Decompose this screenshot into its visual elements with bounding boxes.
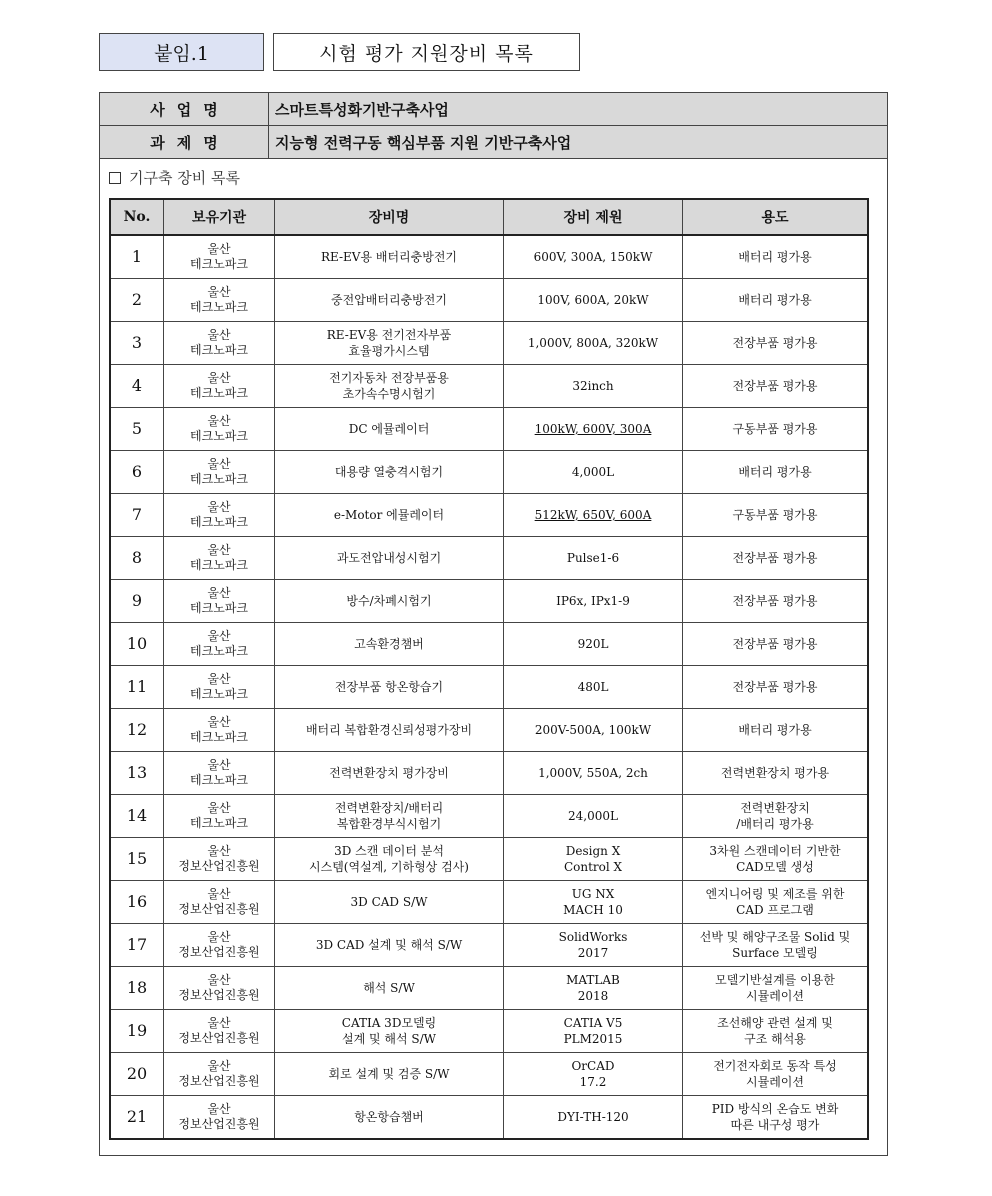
cell-name xyxy=(275,623,504,666)
cell-use xyxy=(683,967,868,1010)
cell-org-line2: 테크노파크 xyxy=(190,687,248,701)
cell-use-line1: 구동부품 평가용 xyxy=(732,508,818,522)
cell-spec-line1: DYI-TH-120 xyxy=(557,1110,629,1124)
cell-use-line1: PID 방식의 온습도 변화 xyxy=(711,1102,839,1116)
table-row xyxy=(111,279,868,322)
cell-org xyxy=(164,666,275,709)
cell-spec-line2: 2017 xyxy=(577,946,609,960)
cell-spec xyxy=(504,881,683,924)
cell-no xyxy=(111,795,164,838)
cell-use xyxy=(683,322,868,365)
cell-use-line1: 배터리 평가용 xyxy=(738,250,812,264)
cell-no-line1: 21 xyxy=(126,1107,148,1126)
cell-org xyxy=(164,580,275,623)
cell-no xyxy=(111,365,164,408)
cell-name xyxy=(275,795,504,838)
cell-name xyxy=(275,1010,504,1053)
cell-spec-line1: IP6x, IPx1-9 xyxy=(556,594,630,608)
cell-use-line2: 시뮬레이션 xyxy=(746,989,804,1003)
cell-use-line2: Surface 모델링 xyxy=(732,946,818,960)
header-spec: 장비 제원 xyxy=(504,200,683,236)
cell-use xyxy=(683,838,868,881)
cell-org xyxy=(164,924,275,967)
cell-spec xyxy=(504,709,683,752)
cell-org-line2: 정보산업진흥원 xyxy=(178,1117,260,1131)
table-row xyxy=(111,795,868,838)
table-row xyxy=(111,838,868,881)
cell-name xyxy=(275,451,504,494)
cell-no-line1: 15 xyxy=(126,849,148,868)
cell-spec xyxy=(504,365,683,408)
cell-use xyxy=(683,408,868,451)
cell-use-line1: 배터리 평가용 xyxy=(738,465,812,479)
cell-org-line2: 테크노파크 xyxy=(190,257,248,271)
table-row xyxy=(111,881,868,924)
cell-name xyxy=(275,365,504,408)
cell-org-line2: 정보산업진흥원 xyxy=(178,988,260,1002)
cell-org-line1: 울산 xyxy=(207,586,231,600)
cell-no-line1: 4 xyxy=(131,376,143,395)
cell-no xyxy=(111,537,164,580)
cell-no xyxy=(111,752,164,795)
cell-spec-line1: UG NX xyxy=(571,887,615,901)
cell-name xyxy=(275,1053,504,1096)
cell-org xyxy=(164,752,275,795)
cell-no xyxy=(111,451,164,494)
cell-no xyxy=(111,322,164,365)
cell-org xyxy=(164,795,275,838)
cell-spec xyxy=(504,279,683,322)
cell-no xyxy=(111,709,164,752)
cell-no-line1: 19 xyxy=(126,1021,148,1040)
cell-use-line1: 조선해양 관련 설계 및 xyxy=(717,1016,833,1030)
cell-no-line1: 17 xyxy=(126,935,148,954)
cell-org xyxy=(164,838,275,881)
cell-org-line1: 울산 xyxy=(207,973,231,987)
cell-spec-line2: 2018 xyxy=(577,989,609,1003)
cell-no-line1: 9 xyxy=(131,591,143,610)
cell-spec xyxy=(504,494,683,537)
cell-spec xyxy=(504,408,683,451)
table-row xyxy=(111,365,868,408)
table-row xyxy=(111,709,868,752)
table-row xyxy=(111,494,868,537)
cell-spec xyxy=(504,322,683,365)
cell-name-line1: 과도전압내성시험기 xyxy=(336,551,442,565)
cell-name-line1: DC 에뮬레이터 xyxy=(348,422,430,436)
cell-name-line2: 설계 및 해석 S/W xyxy=(341,1032,436,1046)
cell-org xyxy=(164,365,275,408)
cell-org-line1: 울산 xyxy=(207,758,231,772)
cell-name xyxy=(275,666,504,709)
cell-org-line1: 울산 xyxy=(207,328,231,342)
cell-org-line1: 울산 xyxy=(207,1102,231,1116)
table-row xyxy=(111,1053,868,1096)
cell-use xyxy=(683,235,868,279)
cell-org-line2: 테크노파크 xyxy=(190,816,248,830)
cell-use xyxy=(683,279,868,322)
checkbox-icon xyxy=(109,172,121,184)
cell-spec-line1: SolidWorks xyxy=(558,930,628,944)
cell-org-line2: 테크노파크 xyxy=(190,300,248,314)
cell-use xyxy=(683,1010,868,1053)
cell-use xyxy=(683,666,868,709)
cell-spec xyxy=(504,451,683,494)
meta-value-task: 지능형 전력구동 핵심부품 지원 기반구축사업 xyxy=(275,133,572,152)
cell-use-line2: /배터리 평가용 xyxy=(736,817,814,831)
cell-no xyxy=(111,1096,164,1139)
cell-use-line2: CAD모델 생성 xyxy=(736,860,814,874)
cell-use xyxy=(683,881,868,924)
cell-name-line1: RE-EV용 전기전자부품 xyxy=(326,328,452,342)
cell-name xyxy=(275,537,504,580)
section-title xyxy=(109,167,240,188)
table-row xyxy=(111,235,868,279)
cell-use xyxy=(683,795,868,838)
cell-org xyxy=(164,881,275,924)
cell-spec xyxy=(504,537,683,580)
cell-spec-line1: 920L xyxy=(577,637,609,651)
cell-no-line1: 14 xyxy=(126,806,148,825)
cell-spec-line1: 4,000L xyxy=(571,465,615,479)
cell-org-line1: 울산 xyxy=(207,887,231,901)
table-header-row xyxy=(111,200,868,236)
cell-name-line1: 배터리 복합환경신뢰성평가장비 xyxy=(305,723,473,737)
cell-name xyxy=(275,494,504,537)
cell-spec-line1: 100V, 600A, 20kW xyxy=(537,293,649,307)
cell-org-line2: 정보산업진흥원 xyxy=(178,902,260,916)
cell-use-line1: 전력변환장치 평가용 xyxy=(720,766,830,780)
cell-name-line1: 3D CAD 설계 및 해석 S/W xyxy=(315,938,463,952)
cell-org-line2: 테크노파크 xyxy=(190,386,248,400)
cell-spec-line1: 1,000V, 800A, 320kW xyxy=(527,336,659,350)
cell-spec xyxy=(504,967,683,1010)
cell-name xyxy=(275,709,504,752)
cell-no xyxy=(111,279,164,322)
cell-org xyxy=(164,537,275,580)
cell-spec xyxy=(504,1096,683,1139)
cell-spec xyxy=(504,752,683,795)
cell-no-line1: 10 xyxy=(126,634,148,653)
cell-use-line1: 3차원 스캔데이터 기반한 xyxy=(709,844,841,858)
cell-org-line2: 테크노파크 xyxy=(190,429,248,443)
meta-row-project xyxy=(100,93,887,126)
cell-spec xyxy=(504,1053,683,1096)
cell-spec xyxy=(504,924,683,967)
cell-no-line1: 18 xyxy=(126,978,148,997)
cell-use xyxy=(683,580,868,623)
cell-name-line2: 복합환경부식시험기 xyxy=(336,817,442,831)
cell-no-line1: 6 xyxy=(131,462,143,481)
table-row xyxy=(111,451,868,494)
cell-name xyxy=(275,408,504,451)
cell-spec xyxy=(504,795,683,838)
meta-row-task xyxy=(100,126,887,159)
cell-spec xyxy=(504,666,683,709)
cell-org xyxy=(164,322,275,365)
cell-org xyxy=(164,408,275,451)
cell-org-line1: 울산 xyxy=(207,242,231,256)
cell-no xyxy=(111,1010,164,1053)
cell-no-line1: 13 xyxy=(126,763,148,782)
cell-no xyxy=(111,967,164,1010)
cell-org xyxy=(164,235,275,279)
cell-org xyxy=(164,451,275,494)
cell-no-line1: 2 xyxy=(131,290,143,309)
cell-org-line1: 울산 xyxy=(207,371,231,385)
cell-no-line1: 1 xyxy=(131,247,143,266)
table-row xyxy=(111,967,868,1010)
cell-name xyxy=(275,924,504,967)
cell-org-line1: 울산 xyxy=(207,1059,231,1073)
section-title-text: 기구축 장비 목록 xyxy=(129,169,240,187)
cell-org xyxy=(164,1096,275,1139)
cell-name-line2: 초가속수명시험기 xyxy=(342,387,436,401)
cell-spec-line2: 17.2 xyxy=(579,1075,607,1089)
cell-no-line1: 16 xyxy=(126,892,148,911)
meta-label-project: 사업명 xyxy=(100,93,269,125)
cell-name-line1: 항온항습챔버 xyxy=(354,1110,424,1124)
cell-org-line2: 테크노파크 xyxy=(190,601,248,615)
cell-name-line1: 대용량 열충격시험기 xyxy=(334,465,444,479)
cell-name xyxy=(275,1096,504,1139)
cell-name-line1: 방수/차폐시험기 xyxy=(346,594,432,608)
cell-org-line1: 울산 xyxy=(207,715,231,729)
cell-name xyxy=(275,967,504,1010)
cell-name xyxy=(275,881,504,924)
cell-use-line1: 전장부품 평가용 xyxy=(732,680,818,694)
cell-spec-line1: OrCAD xyxy=(571,1059,615,1073)
cell-org-line2: 테크노파크 xyxy=(190,644,248,658)
cell-name-line2: 효율평가시스템 xyxy=(348,344,430,358)
cell-no xyxy=(111,924,164,967)
cell-name-line1: RE-EV용 배터리충방전기 xyxy=(320,250,458,264)
cell-no-line1: 20 xyxy=(126,1064,148,1083)
cell-use xyxy=(683,1096,868,1139)
attachment-label: 붙임.1 xyxy=(99,33,264,71)
cell-spec-line1: MATLAB xyxy=(566,973,620,987)
cell-use-line1: 엔지니어링 및 제조를 위한 xyxy=(705,887,845,901)
cell-use-line2: 시뮬레이션 xyxy=(746,1075,804,1089)
cell-use-line1: 전장부품 평가용 xyxy=(732,637,818,651)
cell-use-line2: 따른 내구성 평가 xyxy=(730,1118,820,1132)
cell-no xyxy=(111,623,164,666)
cell-org-line1: 울산 xyxy=(207,500,231,514)
cell-no-line1: 11 xyxy=(126,677,148,696)
table-row xyxy=(111,752,868,795)
cell-org-line1: 울산 xyxy=(207,1016,231,1030)
cell-org-line1: 울산 xyxy=(207,629,231,643)
cell-org-line2: 테크노파크 xyxy=(190,730,248,744)
cell-org-line2: 테크노파크 xyxy=(190,472,248,486)
cell-no xyxy=(111,408,164,451)
cell-org-line2: 정보산업진흥원 xyxy=(178,945,260,959)
cell-name xyxy=(275,752,504,795)
header-no: No. xyxy=(111,200,164,236)
cell-org xyxy=(164,623,275,666)
cell-no-line1: 5 xyxy=(131,419,143,438)
cell-org-line2: 테크노파크 xyxy=(190,515,248,529)
cell-spec xyxy=(504,235,683,279)
cell-use-line1: 배터리 평가용 xyxy=(738,723,812,737)
cell-org-line1: 울산 xyxy=(207,672,231,686)
cell-name-line1: 3D CAD S/W xyxy=(350,895,428,909)
cell-name-line1: 전장부품 항온항습기 xyxy=(334,680,444,694)
meta-label-task: 과제명 xyxy=(100,126,269,158)
cell-use-line1: 모델기반설계를 이용한 xyxy=(715,973,835,987)
cell-org-line2: 정보산업진흥원 xyxy=(178,859,260,873)
cell-use-line1: 전장부품 평가용 xyxy=(732,336,818,350)
cell-no xyxy=(111,838,164,881)
cell-spec-line2: PLM2015 xyxy=(563,1032,623,1046)
cell-use-line1: 전력변환장치 xyxy=(740,801,810,815)
cell-no-line1: 12 xyxy=(126,720,148,739)
cell-use-line1: 전기전자회로 동작 특성 xyxy=(713,1059,837,1073)
cell-no xyxy=(111,666,164,709)
cell-org-line1: 울산 xyxy=(207,801,231,815)
header-use: 용도 xyxy=(683,200,868,236)
cell-name xyxy=(275,235,504,279)
cell-org-line1: 울산 xyxy=(207,414,231,428)
cell-spec xyxy=(504,623,683,666)
cell-name-line1: 전기자동차 전장부품용 xyxy=(329,371,449,385)
cell-spec-line1: 1,000V, 550A, 2ch xyxy=(538,766,648,780)
cell-spec-line1: 512kW, 650V, 600A xyxy=(534,508,652,522)
cell-org-line2: 테크노파크 xyxy=(190,773,248,787)
cell-name xyxy=(275,322,504,365)
cell-name-line1: 3D 스캔 데이터 분석 xyxy=(334,844,444,858)
cell-use xyxy=(683,924,868,967)
cell-spec-line2: Control X xyxy=(563,860,623,874)
cell-name-line1: 전력변환장치 평가장비 xyxy=(329,766,449,780)
cell-name-line2: 시스템(역설계, 기하형상 검사) xyxy=(309,860,469,874)
cell-spec-line2: MACH 10 xyxy=(563,903,623,917)
cell-org xyxy=(164,279,275,322)
table-row xyxy=(111,322,868,365)
table-row xyxy=(111,666,868,709)
cell-use-line1: 구동부품 평가용 xyxy=(732,422,818,436)
cell-use-line1: 선박 및 해양구조물 Solid 및 xyxy=(699,930,851,944)
cell-spec-line1: 100kW, 600V, 300A xyxy=(534,422,652,436)
cell-use xyxy=(683,752,868,795)
cell-use xyxy=(683,451,868,494)
cell-spec-line1: 200V-500A, 100kW xyxy=(534,723,652,737)
cell-use xyxy=(683,1053,868,1096)
cell-use-line2: 구조 해석용 xyxy=(744,1032,806,1046)
cell-no xyxy=(111,494,164,537)
cell-name-line1: 중전압배터리충방전기 xyxy=(331,293,447,307)
cell-name-line1: 해석 S/W xyxy=(363,981,415,995)
cell-name-line1: 회로 설계 및 검증 S/W xyxy=(328,1067,450,1081)
cell-spec-line1: Design X xyxy=(565,844,621,858)
table-row xyxy=(111,1096,868,1139)
cell-org-line1: 울산 xyxy=(207,844,231,858)
table-row xyxy=(111,1010,868,1053)
table-row xyxy=(111,408,868,451)
document-title: 시험 평가 지원장비 목록 xyxy=(273,33,580,71)
cell-no-line1: 8 xyxy=(131,548,143,567)
header-org: 보유기관 xyxy=(164,200,275,236)
cell-use xyxy=(683,623,868,666)
document-frame xyxy=(99,92,888,1156)
cell-spec-line1: 24,000L xyxy=(568,809,618,823)
cell-org-line1: 울산 xyxy=(207,930,231,944)
cell-spec xyxy=(504,838,683,881)
cell-no xyxy=(111,580,164,623)
cell-name-line1: e-Motor 에뮬레이터 xyxy=(333,508,445,522)
cell-no xyxy=(111,881,164,924)
cell-name xyxy=(275,838,504,881)
cell-use-line1: 전장부품 평가용 xyxy=(732,594,818,608)
cell-spec-line1: Pulse1-6 xyxy=(566,551,620,565)
cell-org xyxy=(164,494,275,537)
cell-spec xyxy=(504,1010,683,1053)
cell-use xyxy=(683,709,868,752)
cell-use xyxy=(683,494,868,537)
cell-org xyxy=(164,709,275,752)
cell-org-line2: 테크노파크 xyxy=(190,343,248,357)
cell-name-line1: CATIA 3D모델링 xyxy=(341,1016,437,1030)
cell-spec-line1: 32inch xyxy=(572,379,614,393)
cell-org xyxy=(164,1010,275,1053)
cell-no xyxy=(111,235,164,279)
table-row xyxy=(111,580,868,623)
cell-spec xyxy=(504,580,683,623)
cell-org-line2: 테크노파크 xyxy=(190,558,248,572)
meta-value-project: 스마트특성화기반구축사업 xyxy=(275,100,449,119)
cell-use xyxy=(683,537,868,580)
equipment-table xyxy=(110,199,868,1139)
table-row xyxy=(111,924,868,967)
cell-org-line1: 울산 xyxy=(207,285,231,299)
cell-org xyxy=(164,967,275,1010)
cell-name-line1: 고속환경챔버 xyxy=(354,637,424,651)
cell-use-line1: 전장부품 평가용 xyxy=(732,379,818,393)
cell-use-line1: 배터리 평가용 xyxy=(738,293,812,307)
cell-no-line1: 7 xyxy=(131,505,143,524)
cell-spec-line1: CATIA V5 xyxy=(563,1016,623,1030)
header-name: 장비명 xyxy=(275,200,504,236)
table-row xyxy=(111,623,868,666)
table-row xyxy=(111,537,868,580)
cell-no xyxy=(111,1053,164,1096)
cell-name-line1: 전력변환장치/배터리 xyxy=(334,801,444,815)
cell-use xyxy=(683,365,868,408)
cell-org-line2: 정보산업진흥원 xyxy=(178,1074,260,1088)
cell-org xyxy=(164,1053,275,1096)
cell-use-line1: 전장부품 평가용 xyxy=(732,551,818,565)
cell-org-line1: 울산 xyxy=(207,543,231,557)
cell-name xyxy=(275,580,504,623)
cell-use-line2: CAD 프로그램 xyxy=(736,903,814,917)
cell-no-line1: 3 xyxy=(131,333,143,352)
cell-spec-line1: 600V, 300A, 150kW xyxy=(533,250,653,264)
cell-org-line2: 정보산업진흥원 xyxy=(178,1031,260,1045)
cell-org-line1: 울산 xyxy=(207,457,231,471)
cell-spec-line1: 480L xyxy=(577,680,609,694)
cell-name xyxy=(275,279,504,322)
